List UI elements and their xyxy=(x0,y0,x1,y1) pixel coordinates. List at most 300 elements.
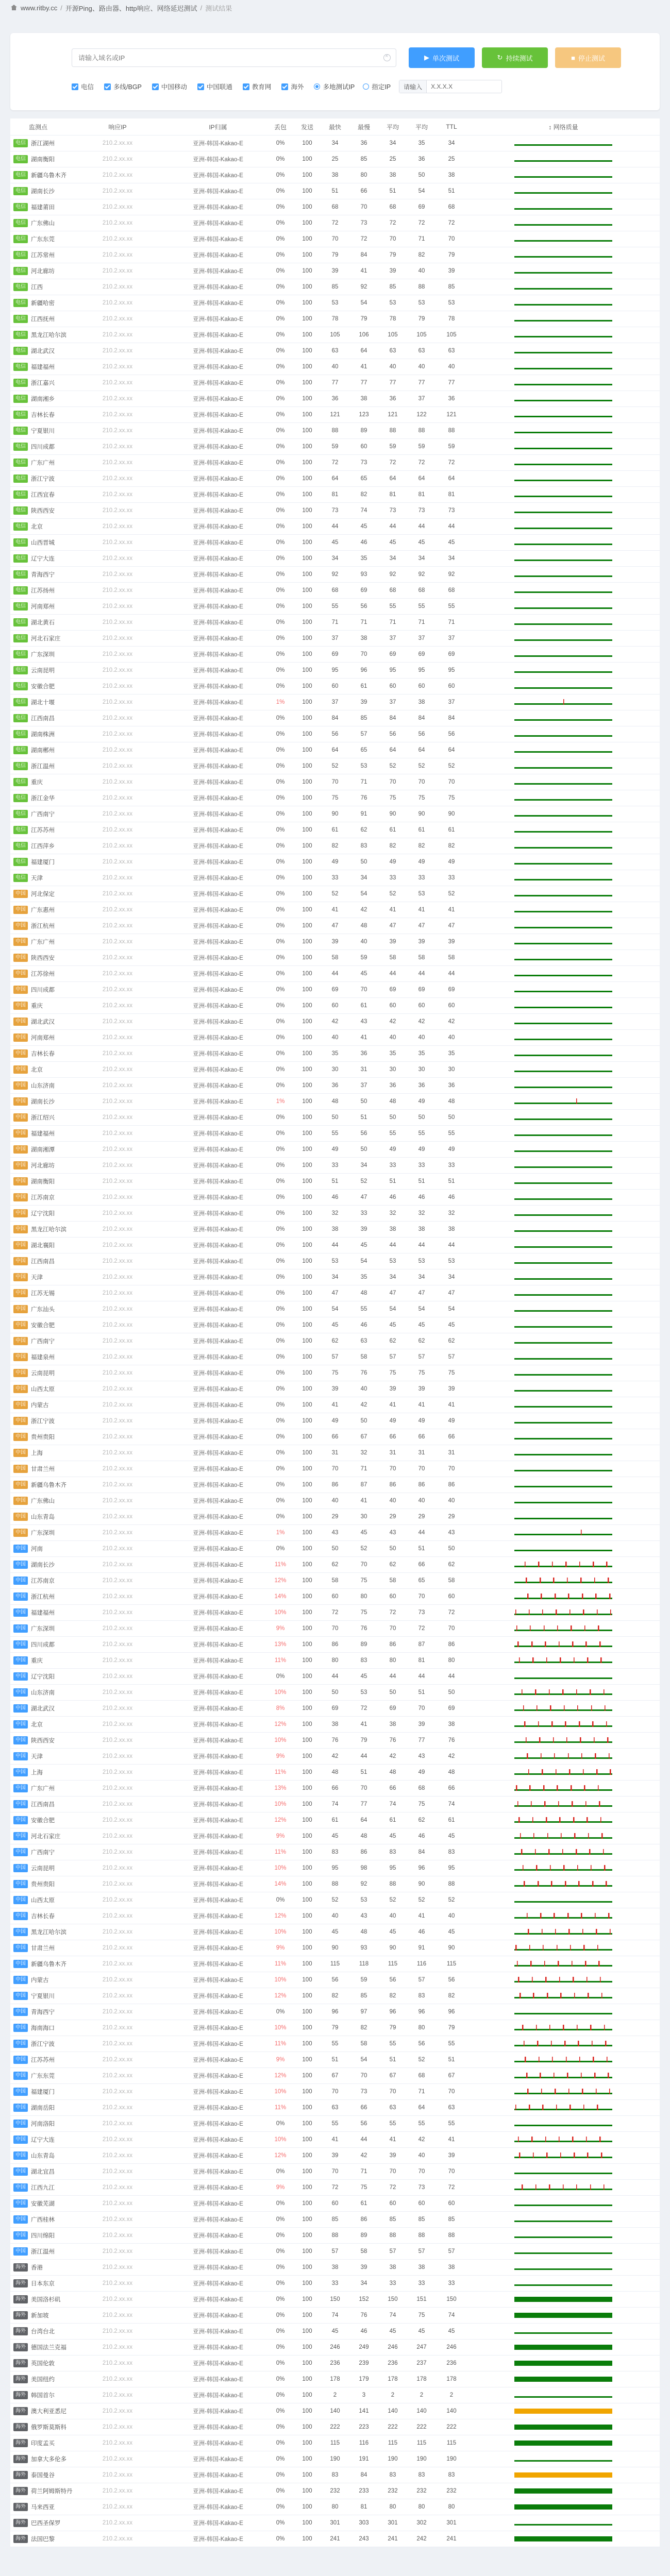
table-row[interactable] xyxy=(10,1988,660,2004)
loss-cell: 0% xyxy=(267,487,294,503)
table-row[interactable] xyxy=(10,1158,660,1174)
col-fastest[interactable]: 最快 xyxy=(321,118,349,135)
table-row[interactable] xyxy=(10,1365,660,1381)
table-row[interactable] xyxy=(10,1429,660,1445)
table-row[interactable] xyxy=(10,2403,660,2419)
loss-marker xyxy=(587,1977,588,1982)
table-row[interactable] xyxy=(10,886,660,902)
table-row[interactable] xyxy=(10,2467,660,2483)
checkbox-icon[interactable] xyxy=(243,83,249,90)
quality-cell xyxy=(467,1844,660,1860)
table-row[interactable] xyxy=(10,1253,660,1269)
ttl-cell: 38 xyxy=(436,1717,467,1733)
breadcrumb-tool[interactable]: 开源Ping、路由器、http响应、网络延迟测试 xyxy=(65,4,197,12)
table-row[interactable] xyxy=(10,1493,660,1509)
response-ip-cell: 210.2.xx.xx xyxy=(66,375,169,391)
table-row[interactable] xyxy=(10,631,660,647)
isp-tag: 中国 xyxy=(13,1337,28,1345)
table-row[interactable] xyxy=(10,2371,660,2387)
table-row[interactable] xyxy=(10,2148,660,2164)
table-row[interactable] xyxy=(10,1174,660,1190)
isp-tag: 中国 xyxy=(13,1481,28,1489)
slowest-cell: 80 xyxy=(349,1589,378,1605)
ttl-cell: 67 xyxy=(436,2068,467,2084)
table-row[interactable] xyxy=(10,423,660,439)
table-row[interactable] xyxy=(10,1589,660,1605)
table-row[interactable] xyxy=(10,391,660,407)
table-row[interactable] xyxy=(10,2387,660,2403)
col-sent[interactable]: 发送 xyxy=(294,118,321,135)
table-row[interactable] xyxy=(10,1030,660,1046)
table-row[interactable] xyxy=(10,455,660,471)
table-row[interactable] xyxy=(10,1733,660,1749)
breadcrumb-separator: / xyxy=(200,4,203,12)
table-row[interactable] xyxy=(10,710,660,726)
checkbox-icon[interactable] xyxy=(152,83,159,90)
table-row[interactable] xyxy=(10,2340,660,2355)
ip-area-cell: 亚洲-韩国-Kakao-E xyxy=(169,1030,267,1046)
average-2-cell: 46 xyxy=(407,1190,436,1206)
table-row[interactable] xyxy=(10,311,660,327)
quality-bar xyxy=(514,412,612,418)
table-row[interactable] xyxy=(10,1381,660,1397)
table-row[interactable] xyxy=(10,1333,660,1349)
average-cell: 59 xyxy=(378,439,407,455)
sent-cell: 100 xyxy=(294,1797,321,1812)
table-row[interactable] xyxy=(10,679,660,694)
average-cell: 33 xyxy=(378,870,407,886)
col-quality[interactable] xyxy=(467,118,660,135)
table-row[interactable] xyxy=(10,167,660,183)
isp-tag: 中国 xyxy=(13,1896,28,1904)
table-row[interactable] xyxy=(10,615,660,631)
table-row[interactable] xyxy=(10,343,660,359)
table-row[interactable] xyxy=(10,295,660,311)
clear-icon[interactable] xyxy=(383,54,391,61)
table-row[interactable] xyxy=(10,135,660,151)
table-row[interactable] xyxy=(10,1860,660,1876)
table-row[interactable] xyxy=(10,1397,660,1413)
isp-tag: 电信 xyxy=(13,810,28,818)
response-ip-cell: 210.2.xx.xx xyxy=(66,1269,169,1285)
col-response-ip[interactable]: 响应IP xyxy=(66,118,169,135)
table-row[interactable] xyxy=(10,1078,660,1094)
table-row[interactable] xyxy=(10,1605,660,1621)
table-row[interactable] xyxy=(10,1685,660,1701)
col-loss[interactable]: 丢包 xyxy=(267,118,294,135)
table-row[interactable] xyxy=(10,2196,660,2212)
table-row[interactable] xyxy=(10,1940,660,1956)
slowest-cell: 45 xyxy=(349,1238,378,1253)
table-row[interactable] xyxy=(10,1190,660,1206)
table-row[interactable] xyxy=(10,2116,660,2132)
col-slowest[interactable]: 最慢 xyxy=(349,118,378,135)
table-row[interactable] xyxy=(10,231,660,247)
radio-multi-ip[interactable] xyxy=(314,82,355,91)
ttl-cell: 61 xyxy=(436,822,467,838)
table-row[interactable] xyxy=(10,726,660,742)
table-row[interactable] xyxy=(10,1285,660,1301)
average-cell: 82 xyxy=(378,1988,407,2004)
loss-marker xyxy=(533,1657,534,1663)
table-row[interactable] xyxy=(10,934,660,950)
table-row[interactable] xyxy=(10,2483,660,2499)
table-row[interactable] xyxy=(10,1637,660,1653)
table-row[interactable] xyxy=(10,2451,660,2467)
table-row[interactable] xyxy=(10,966,660,982)
table-row[interactable] xyxy=(10,1892,660,1908)
ip-field-value[interactable]: X.X.X.X xyxy=(431,83,453,90)
filter-label: 海外 xyxy=(291,83,304,91)
table-row[interactable] xyxy=(10,790,660,806)
table-row[interactable] xyxy=(10,1669,660,1685)
table-row[interactable] xyxy=(10,2132,660,2148)
loss-marker xyxy=(568,2089,569,2094)
table-row[interactable] xyxy=(10,806,660,822)
fastest-cell: 55 xyxy=(321,2116,349,2132)
checkbox-icon[interactable] xyxy=(72,83,78,90)
isp-tag: 中国 xyxy=(13,1257,28,1265)
checkbox-icon[interactable] xyxy=(104,83,111,90)
quality-cell xyxy=(467,2276,660,2292)
location-cell xyxy=(10,1781,66,1797)
checkbox-icon[interactable] xyxy=(281,83,288,90)
table-row[interactable] xyxy=(10,1812,660,1828)
isp-tag: 海外 xyxy=(13,2519,28,2527)
ip-field[interactable] xyxy=(399,80,502,93)
checkbox-icon[interactable] xyxy=(197,83,204,90)
table-row[interactable] xyxy=(10,694,660,710)
quality-bar xyxy=(514,1769,612,1775)
table-row[interactable] xyxy=(10,1222,660,1238)
table-row[interactable] xyxy=(10,1701,660,1717)
response-ip-cell: 210.2.xx.xx xyxy=(66,1413,169,1429)
table-row[interactable] xyxy=(10,663,660,679)
ip-area-cell: 亚洲-韩国-Kakao-E xyxy=(169,167,267,183)
table-row[interactable] xyxy=(10,2355,660,2371)
table-row[interactable] xyxy=(10,2435,660,2451)
table-row[interactable] xyxy=(10,487,660,503)
average-2-cell: 36 xyxy=(407,151,436,167)
table-row[interactable] xyxy=(10,1349,660,1365)
table-row[interactable] xyxy=(10,1972,660,1988)
radio-icon[interactable] xyxy=(314,83,320,90)
table-row[interactable] xyxy=(10,183,660,199)
loss-cell: 0% xyxy=(267,1349,294,1365)
table-header xyxy=(10,118,660,135)
loss-marker xyxy=(600,1817,601,1823)
table-row[interactable] xyxy=(10,1749,660,1765)
loss-marker xyxy=(518,2137,519,2142)
table-row[interactable] xyxy=(10,1269,660,1285)
loss-cell: 0% xyxy=(267,1461,294,1477)
location-label: 河北廊坊 xyxy=(31,268,55,275)
table-row[interactable] xyxy=(10,2531,660,2547)
location-label: 河北石家庄 xyxy=(31,636,61,642)
table-row[interactable] xyxy=(10,375,660,391)
loss-cell: 0% xyxy=(267,247,294,263)
table-row[interactable] xyxy=(10,279,660,295)
average-2-cell: 85 xyxy=(407,2212,436,2228)
col-average-2[interactable]: 平均 xyxy=(407,118,436,135)
location-label: 浙江嘉兴 xyxy=(31,380,55,386)
table-row[interactable] xyxy=(10,567,660,583)
average-cell: 44 xyxy=(378,1238,407,1253)
average-cell: 42 xyxy=(378,1014,407,1030)
loss-marker xyxy=(532,1977,533,1982)
isp-tag: 中国 xyxy=(13,1545,28,1553)
table-row[interactable] xyxy=(10,1110,660,1126)
table-row[interactable] xyxy=(10,2228,660,2244)
table-row[interactable] xyxy=(10,2499,660,2515)
average-cell: 25 xyxy=(378,151,407,167)
ip-area-cell: 亚洲-韩国-Kakao-E xyxy=(169,2355,267,2371)
table-row[interactable] xyxy=(10,2260,660,2276)
quality-cell xyxy=(467,934,660,950)
search-box[interactable] xyxy=(72,48,396,67)
table-row[interactable] xyxy=(10,1956,660,1972)
table-row[interactable] xyxy=(10,327,660,343)
quality-bar xyxy=(514,1258,612,1264)
table-row[interactable] xyxy=(10,1781,660,1797)
location-label: 加拿大多伦多 xyxy=(31,2456,66,2463)
loss-marker xyxy=(525,1562,526,1567)
table-row[interactable] xyxy=(10,215,660,231)
table-row[interactable] xyxy=(10,1541,660,1557)
table-row[interactable] xyxy=(10,1445,660,1461)
table-row[interactable] xyxy=(10,1908,660,1924)
table-row[interactable] xyxy=(10,1621,660,1637)
table-row[interactable] xyxy=(10,1206,660,1222)
quality-cell xyxy=(467,199,660,215)
isp-tag: 电信 xyxy=(13,634,28,642)
table-row[interactable] xyxy=(10,822,660,838)
filter-bgp[interactable] xyxy=(104,82,142,91)
table-row[interactable] xyxy=(10,1046,660,1062)
table-row[interactable] xyxy=(10,1238,660,1253)
fastest-cell: 57 xyxy=(321,2244,349,2260)
response-ip-cell: 210.2.xx.xx xyxy=(66,1094,169,1110)
col-ip-area[interactable]: IP归属 xyxy=(169,118,267,135)
table-row[interactable] xyxy=(10,439,660,455)
table-row[interactable] xyxy=(10,2052,660,2068)
ttl-cell: 47 xyxy=(436,918,467,934)
ttl-cell: 60 xyxy=(436,679,467,694)
home-icon[interactable] xyxy=(10,5,18,11)
table-row[interactable] xyxy=(10,599,660,615)
table-row[interactable] xyxy=(10,1014,660,1030)
loss-cell: 9% xyxy=(267,1749,294,1765)
slowest-cell: 46 xyxy=(349,1317,378,1333)
quality-bar-base xyxy=(514,735,612,737)
col-average[interactable]: 平均 xyxy=(378,118,407,135)
average-2-cell: 88 xyxy=(407,279,436,295)
table-row[interactable] xyxy=(10,1509,660,1525)
loss-cell: 0% xyxy=(267,2531,294,2547)
slowest-cell: 43 xyxy=(349,1014,378,1030)
response-ip-cell: 210.2.xx.xx xyxy=(66,1621,169,1637)
table-row[interactable] xyxy=(10,471,660,487)
table-row[interactable] xyxy=(10,551,660,567)
col-location[interactable]: 监测点 xyxy=(10,118,66,135)
average-2-cell: 71 xyxy=(407,231,436,247)
response-ip-cell: 210.2.xx.xx xyxy=(66,1988,169,2004)
table-row[interactable] xyxy=(10,854,660,870)
quality-bar xyxy=(514,2089,612,2095)
table-row[interactable] xyxy=(10,2244,660,2260)
table-row[interactable] xyxy=(10,1828,660,1844)
average-2-cell: 44 xyxy=(407,1525,436,1541)
table-row[interactable] xyxy=(10,2164,660,2180)
loss-marker xyxy=(539,1562,540,1567)
table-row[interactable] xyxy=(10,1126,660,1142)
loss-marker xyxy=(551,1881,552,1887)
table-row[interactable] xyxy=(10,2276,660,2292)
filter-mobile[interactable] xyxy=(152,82,187,91)
table-row[interactable] xyxy=(10,742,660,758)
table-row[interactable] xyxy=(10,583,660,599)
quality-bar xyxy=(514,1003,612,1009)
response-ip-cell: 210.2.xx.xx xyxy=(66,423,169,439)
radio-icon[interactable] xyxy=(363,83,369,90)
table-row[interactable] xyxy=(10,1525,660,1541)
stop-button[interactable] xyxy=(555,47,621,68)
table-row[interactable] xyxy=(10,519,660,535)
breadcrumb-site[interactable]: www.ritby.cc xyxy=(21,4,58,12)
table-row[interactable] xyxy=(10,535,660,551)
ip-area-cell: 亚洲-韩国-Kakao-E xyxy=(169,2451,267,2467)
loss-cell: 0% xyxy=(267,902,294,918)
slowest-cell: 39 xyxy=(349,2260,378,2276)
table-row[interactable] xyxy=(10,1717,660,1733)
table-row[interactable] xyxy=(10,503,660,519)
table-row[interactable] xyxy=(10,151,660,167)
average-cell: 48 xyxy=(378,1765,407,1781)
loss-marker xyxy=(549,2025,550,2030)
loss-cell: 0% xyxy=(267,1365,294,1381)
loss-marker xyxy=(597,1609,598,1615)
table-row[interactable] xyxy=(10,838,660,854)
table-row[interactable] xyxy=(10,1876,660,1892)
slowest-cell: 41 xyxy=(349,1493,378,1509)
table-row[interactable] xyxy=(10,2292,660,2308)
continuous-button[interactable] xyxy=(482,47,548,68)
table-row[interactable] xyxy=(10,2515,660,2531)
location-label: 山东青岛 xyxy=(31,1514,55,1520)
loss-marker xyxy=(584,1945,585,1951)
table-row[interactable] xyxy=(10,758,660,774)
quality-cell xyxy=(467,2371,660,2387)
filter-edu[interactable] xyxy=(243,82,272,91)
table-row[interactable] xyxy=(10,1557,660,1573)
table-row[interactable] xyxy=(10,2100,660,2116)
table-row[interactable] xyxy=(10,1477,660,1493)
quality-bar-base xyxy=(514,1358,612,1360)
table-row[interactable] xyxy=(10,247,660,263)
table-row[interactable] xyxy=(10,263,660,279)
table-row[interactable] xyxy=(10,2324,660,2340)
table-row[interactable] xyxy=(10,1765,660,1781)
quality-bar xyxy=(514,460,612,466)
ttl-cell: 115 xyxy=(436,2435,467,2451)
ttl-cell: 36 xyxy=(436,391,467,407)
table-row[interactable] xyxy=(10,2036,660,2052)
table-row[interactable] xyxy=(10,407,660,423)
table-row[interactable] xyxy=(10,2308,660,2324)
quality-cell xyxy=(467,694,660,710)
table-row[interactable] xyxy=(10,2084,660,2100)
table-row[interactable] xyxy=(10,950,660,966)
table-row[interactable] xyxy=(10,774,660,790)
loss-marker xyxy=(604,1689,605,1695)
isp-tag: 中国 xyxy=(13,1656,28,1665)
table-row[interactable] xyxy=(10,1924,660,1940)
radio-specified-ip[interactable] xyxy=(363,82,391,91)
loss-marker xyxy=(563,1689,564,1695)
table-row[interactable] xyxy=(10,1094,660,1110)
table-row[interactable] xyxy=(10,2020,660,2036)
table-row[interactable] xyxy=(10,870,660,886)
response-ip-cell: 210.2.xx.xx xyxy=(66,1972,169,1988)
table-row[interactable] xyxy=(10,1317,660,1333)
table-row[interactable] xyxy=(10,199,660,215)
location-cell xyxy=(10,1190,66,1206)
loss-cell: 0% xyxy=(267,1429,294,1445)
table-row[interactable] xyxy=(10,998,660,1014)
loss-marker xyxy=(554,1578,555,1583)
col-ttl[interactable]: TTL xyxy=(436,118,467,135)
search-input[interactable] xyxy=(72,49,378,66)
slowest-cell: 58 xyxy=(349,2244,378,2260)
table-row[interactable] xyxy=(10,1413,660,1429)
table-row[interactable] xyxy=(10,2068,660,2084)
filter-overseas[interactable] xyxy=(281,82,304,91)
table-row[interactable] xyxy=(10,359,660,375)
filter-unicom[interactable] xyxy=(197,82,232,91)
table-row[interactable] xyxy=(10,902,660,918)
results-table xyxy=(10,118,660,2547)
filter-telecom[interactable] xyxy=(72,82,94,91)
table-row[interactable] xyxy=(10,1461,660,1477)
ping-button[interactable] xyxy=(409,47,475,68)
table-row[interactable] xyxy=(10,1062,660,1078)
table-row[interactable] xyxy=(10,1797,660,1812)
table-row[interactable] xyxy=(10,1301,660,1317)
table-row[interactable] xyxy=(10,1142,660,1158)
table-row[interactable] xyxy=(10,918,660,934)
location-cell xyxy=(10,1110,66,1126)
table-row[interactable] xyxy=(10,982,660,998)
loss-marker xyxy=(542,1609,543,1615)
isp-tag: 中国 xyxy=(13,2136,28,2144)
location-cell xyxy=(10,2164,66,2180)
table-row[interactable] xyxy=(10,2212,660,2228)
table-row[interactable] xyxy=(10,2419,660,2435)
isp-tag: 电信 xyxy=(13,187,28,195)
table-row[interactable] xyxy=(10,1844,660,1860)
sent-cell: 100 xyxy=(294,583,321,599)
location-cell xyxy=(10,135,66,151)
table-row[interactable] xyxy=(10,647,660,663)
isp-tag: 中国 xyxy=(13,2088,28,2096)
ip-area-cell: 亚洲-韩国-Kakao-E xyxy=(169,311,267,327)
table-row[interactable] xyxy=(10,1573,660,1589)
table-row[interactable] xyxy=(10,2180,660,2196)
location-cell xyxy=(10,2435,66,2451)
table-row[interactable] xyxy=(10,2004,660,2020)
quality-bar xyxy=(514,2312,612,2318)
table-row[interactable] xyxy=(10,1653,660,1669)
